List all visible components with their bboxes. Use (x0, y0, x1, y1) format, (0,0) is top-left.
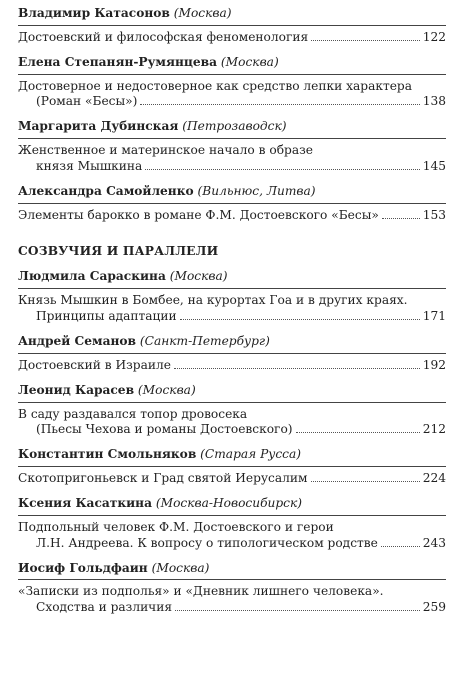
divider-rule (18, 353, 446, 354)
toc-entry (18, 6, 446, 46)
author-name: Леонид Карасев (18, 382, 135, 397)
dot-leader (174, 368, 420, 369)
dot-leader (381, 546, 420, 547)
author-place: (Вильнюс, Литва) (197, 183, 316, 198)
toc-title-line (18, 309, 446, 325)
toc-author (18, 269, 446, 285)
toc-title-text: Сходства и различия (36, 600, 173, 615)
toc-title-line (18, 600, 446, 616)
divider-rule (18, 25, 446, 26)
toc-title-text: Подпольный человек Ф.М. Достоевского и герои (18, 519, 334, 534)
toc-entry (18, 561, 446, 617)
dot-leader (175, 610, 420, 611)
toc-title-line (18, 471, 446, 487)
divider-rule (18, 515, 446, 516)
page-number: 145 (422, 159, 446, 174)
toc-title-line (18, 143, 446, 159)
author-name: Ксения Касаткина (18, 496, 152, 511)
page-number: 138 (422, 94, 446, 109)
page-number: 243 (422, 535, 446, 550)
toc-title-text: (Пьесы Чехова и романы Достоевского) (36, 422, 293, 437)
toc-author (18, 334, 446, 350)
toc-title-text: Женственное и материнское начало в образе (18, 143, 313, 158)
author-place: (Москва) (137, 382, 196, 397)
author-place: (Старая Русса) (200, 447, 302, 462)
toc-title-line (18, 584, 446, 600)
toc-title-text: (Роман «Бесы») (36, 94, 138, 109)
author-name: Александра Самойленко (18, 183, 194, 198)
author-name: Владимир Катасонов (18, 6, 170, 20)
toc-title-line (18, 94, 446, 110)
author-place: (Москва) (173, 6, 232, 20)
toc-title-text: Достоверное и недостоверное как средство лепки характера (18, 78, 412, 93)
toc-author (18, 383, 446, 399)
author-name: Людмила Сараскина (18, 269, 166, 284)
toc-entry (18, 383, 446, 439)
page-number: 153 (422, 207, 446, 222)
toc-title-text: князя Мышкина (36, 159, 143, 174)
page-number: 259 (422, 600, 446, 615)
toc-author (18, 6, 446, 22)
toc-author (18, 55, 446, 71)
dot-leader (382, 218, 420, 219)
toc-entry (18, 119, 446, 175)
page-number: 192 (422, 357, 446, 372)
section-heading: СОЗВУЧИЯ И ПАРАЛЛЕЛИ (18, 243, 219, 258)
toc-entry (18, 496, 446, 552)
page-number: 212 (422, 422, 446, 437)
toc-author (18, 496, 446, 512)
divider-rule (18, 579, 446, 580)
toc-title-line (18, 79, 446, 95)
divider-rule (18, 203, 446, 204)
toc-entry (18, 55, 446, 111)
author-place: (Петрозаводск) (182, 119, 287, 134)
divider-rule (18, 288, 446, 289)
dot-leader (140, 104, 419, 105)
toc-list-section (18, 269, 446, 616)
author-name: Константин Смольняков (18, 447, 197, 462)
toc-author (18, 119, 446, 135)
author-place: (Москва-Новосибирск) (155, 496, 303, 511)
toc-title-text: Достоевский и философская феноменология (18, 29, 309, 44)
toc-title-text: В саду раздавался топор дровосека (18, 406, 248, 421)
toc-entry (18, 269, 446, 325)
toc-title-line (18, 422, 446, 438)
toc-title-text: Принципы адаптации (36, 309, 177, 324)
toc-title-text: Скотопригоньевск и Град святой Иерусалим (18, 471, 308, 486)
toc-title-line (18, 407, 446, 423)
page-number: 122 (422, 29, 446, 44)
toc-author (18, 447, 446, 463)
author-name: Иосиф Гольдфаин (18, 560, 148, 575)
page-number: 171 (422, 309, 446, 324)
toc-title-line (18, 293, 446, 309)
author-name: Елена Степанян-Румянцева (18, 54, 218, 69)
dot-leader (311, 40, 420, 41)
toc-title-text: Достоевский в Израиле (18, 357, 171, 372)
toc-title-line (18, 520, 446, 536)
dot-leader (296, 432, 420, 433)
author-place: (Москва) (151, 560, 210, 575)
toc-author (18, 561, 446, 577)
toc-author (18, 184, 446, 200)
divider-rule (18, 74, 446, 75)
toc-title-text: Элементы барокко в романе Ф.М. Достоевского «Бесы» (18, 207, 379, 222)
toc-title-line (18, 159, 446, 175)
toc-entry (18, 184, 446, 224)
author-name: Андрей Семанов (18, 334, 136, 349)
toc-list-top (18, 6, 446, 224)
page-number: 224 (422, 471, 446, 486)
dot-leader (311, 481, 420, 482)
author-name: Маргарита Дубинская (18, 119, 179, 134)
toc-title-text: Л.Н. Андреева. К вопросу о типологическом родстве (36, 535, 378, 550)
toc-title-text: «Записки из подполья» и «Дневник лишнего человека». (18, 584, 384, 599)
author-place: (Москва) (169, 269, 228, 284)
toc-title-line (18, 30, 446, 46)
divider-rule (18, 402, 446, 403)
dot-leader (180, 319, 420, 320)
toc-title-line (18, 358, 446, 374)
toc-entry (18, 334, 446, 374)
author-place: (Санкт-Петербург) (139, 334, 270, 349)
divider-rule (18, 138, 446, 139)
toc-title-line (18, 536, 446, 552)
divider-rule (18, 466, 446, 467)
toc-entry (18, 447, 446, 487)
author-place: (Москва) (220, 54, 279, 69)
toc-title-line (18, 208, 446, 224)
dot-leader (145, 169, 419, 170)
toc-title-text: Князь Мышкин в Бомбее, на курортах Гоа и в других краях. (18, 293, 408, 308)
